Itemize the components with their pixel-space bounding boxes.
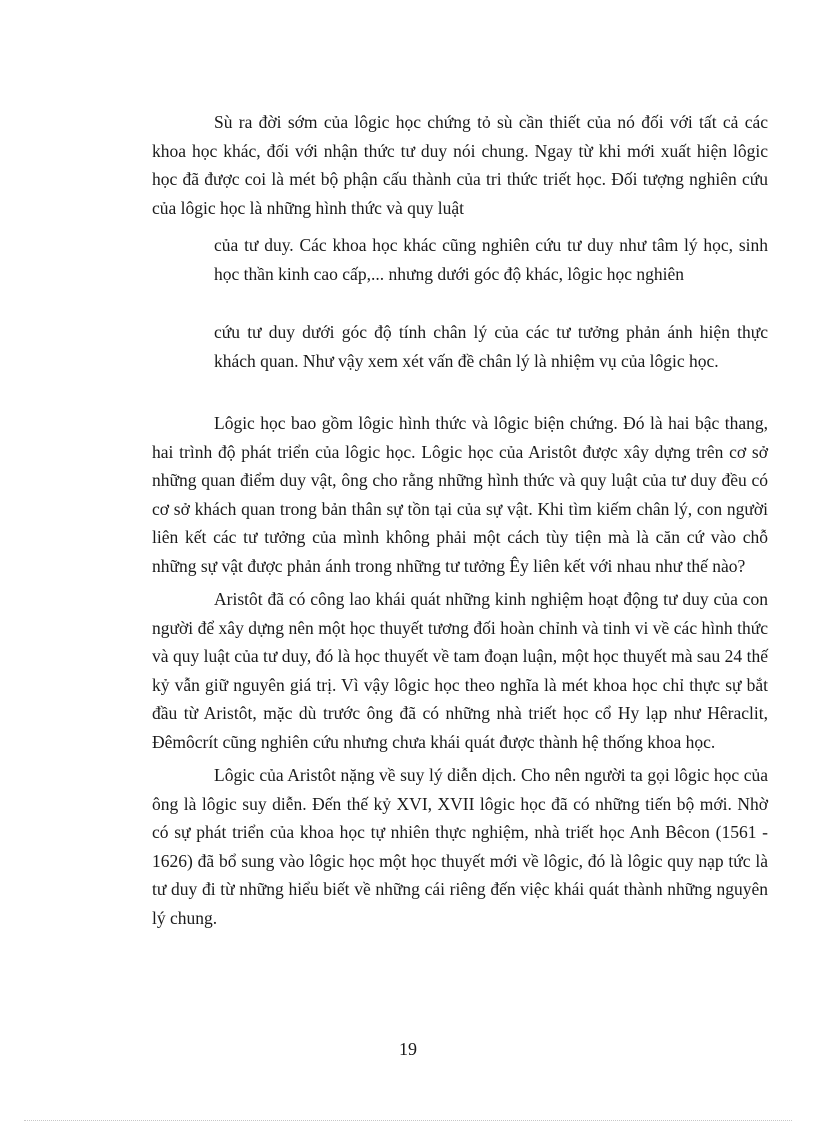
- text-block-4: [152, 409, 768, 932]
- page-bottom-divider: [24, 1120, 792, 1121]
- paragraph-5: Aristôt đã có công lao khái quát những kinh nghiệm hoạt động tư duy của con người để xây dựng nên một học thuyết tương đối hoàn chỉnh và tinh vi về các hình thức và quy luật của tư duy, đó là học thuyết về tam đoạn luận, một học thuyết mà sau 24 thế kỷ vẫn giữ nguyên giá trị. Vì vậy lôgic học theo nghĩa là mét khoa học chỉ thực sự bắt đầu từ Aristôt, mặc dù trước ông đã có những nhà triết học cổ Hy lạp như Hêraclit, Đêmôcrít cũng nghiên cứu nhưng chưa khái quát được thành hệ thống khoa học.: [152, 589, 768, 752]
- text-block-1: [152, 108, 768, 222]
- paragraph-4: Lôgic học bao gồm lôgic hình thức và lôgic biện chứng. Đó là hai bậc thang, hai trình độ phát triển của lôgic học. Lôgic học của Aristôt được xây dựng trên cơ sở những quan điểm duy vật, ông cho rằng những hình thức và quy luật của tư duy đều có cơ sở khách quan trong bản thân sự tồn tại của sự vật. Khi tìm kiếm chân lý, con người liên kết các tư tưởng của mình không phải một cách tùy tiện mà là căn cứ vào chỗ những sự vật được phản ánh trong những tư tưởng Êy liên kết với nhau như thế nào?: [152, 413, 768, 576]
- text-block-3: [152, 318, 768, 375]
- paragraph-3: cứu tư duy dưới góc độ tính chân lý của các tư tưởng phản ánh hiện thực khách quan. Như vậy xem xét vấn đề chân lý là nhiệm vụ của lôgic học.: [214, 322, 768, 371]
- text-block-2: [152, 231, 768, 288]
- paragraph-6: Lôgic của Aristôt nặng về suy lý diễn dịch. Cho nên người ta gọi lôgic học của ông là lôgic suy diễn. Đến thế kỷ XVI, XVII lôgic học đã có những tiến bộ mới. Nhờ có sự phát triển của khoa học tự nhiên thực nghiệm, nhà triết học Anh Bêcon (1561 - 1626) đã bổ sung vào lôgic học một học thuyết mới về lôgic, đó là lôgic quy nạp tức là tư duy đi từ những hiểu biết về những cái riêng đến việc khái quát thành những nguyên lý chung.: [152, 765, 768, 928]
- page-number: 19: [399, 1039, 417, 1059]
- paragraph-2: của tư duy. Các khoa học khác cũng nghiên cứu tư duy như tâm lý học, sinh học thần kinh cao cấp,... nhưng dưới góc độ khác, lôgic học nghiên: [214, 235, 768, 284]
- paragraph-1: Sù ra đời sớm của lôgic học chứng tỏ sù cần thiết của nó đối với tất cả các khoa học khác, đối với nhận thức tư duy nói chung. Ngay từ khi mới xuất hiện lôgic học đã được coi là mét bộ phận cấu thành của tri thức triết học. Đối tượng nghiên cứu của lôgic học là những hình thức và quy luật: [152, 112, 768, 218]
